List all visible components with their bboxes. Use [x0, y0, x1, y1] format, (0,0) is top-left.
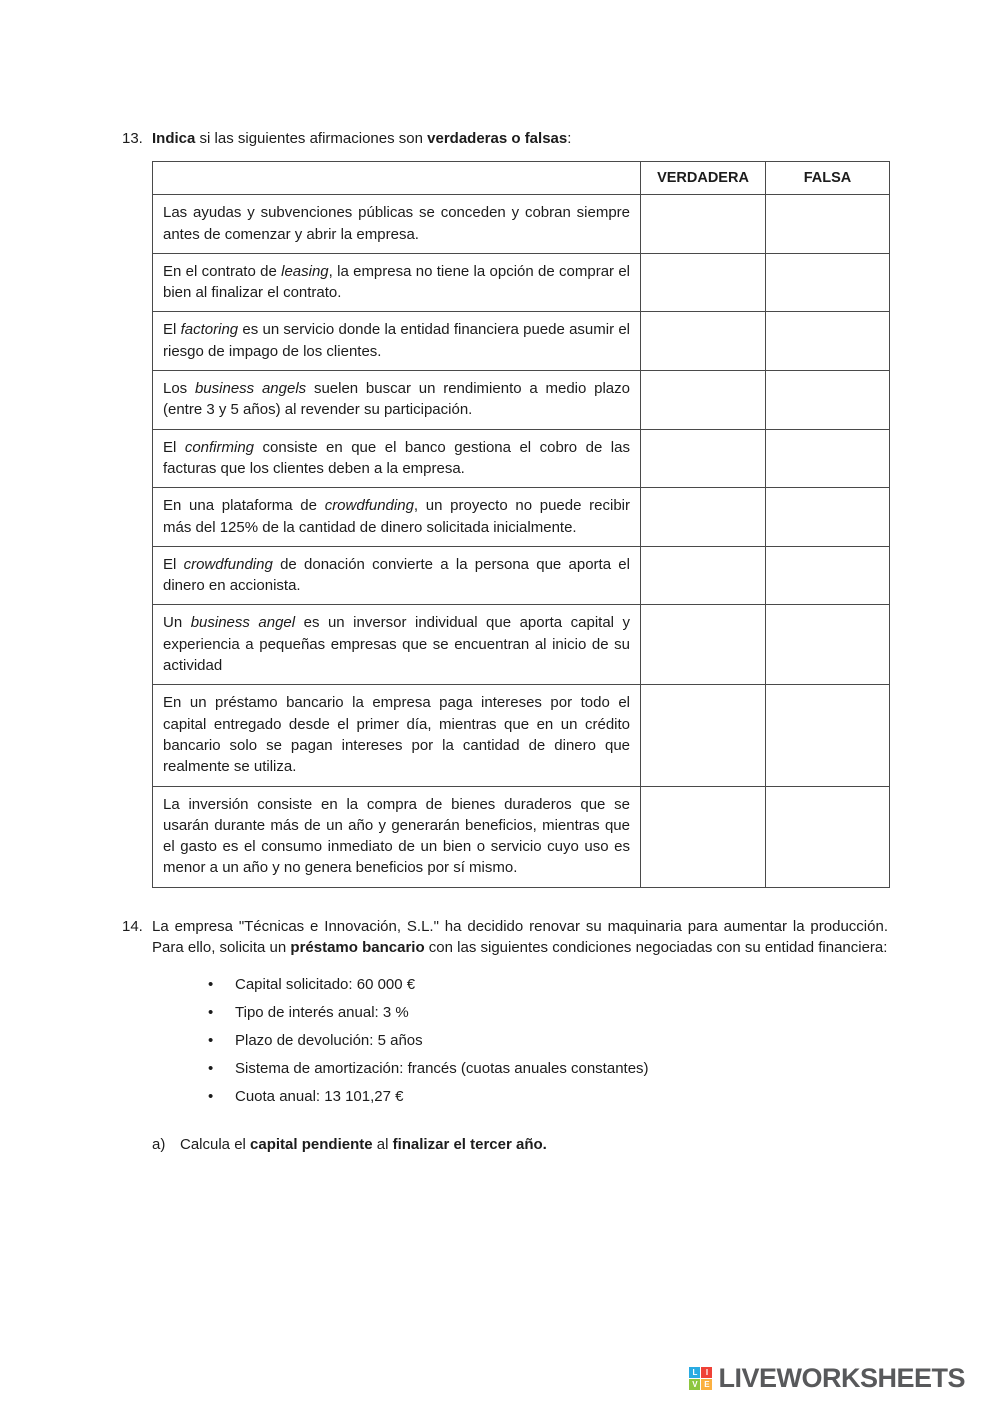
table-row: [153, 371, 890, 430]
question-14a: [152, 1134, 888, 1155]
bullet-icon: •: [208, 1031, 214, 1049]
bullet-icon: •: [208, 1003, 214, 1021]
bullet-icon: •: [208, 1087, 214, 1105]
loan-conditions-list: [208, 974, 888, 1107]
table-header-row: [153, 162, 890, 195]
answer-cell-falsa[interactable]: [766, 429, 890, 488]
question-14-number: 14.: [122, 917, 143, 935]
logo-square: E: [701, 1379, 712, 1390]
statements-body: [153, 195, 890, 887]
table-row: [153, 429, 890, 488]
answer-cell-verdadera[interactable]: [641, 786, 766, 887]
answer-cell-verdadera[interactable]: [641, 195, 766, 254]
statement-cell: Un business angel es un inversor individual que aporta capital y experiencia a pequeñas empresas que se encuentran al inicio de su actividad: [153, 605, 641, 685]
answer-cell-falsa[interactable]: [766, 685, 890, 786]
liveworksheets-wordmark: LIVEWORKSHEETS: [718, 1363, 965, 1393]
statement-cell: En una plataforma de crowdfunding, un proyecto no puede recibir más del 125% de la cantidad de dinero solicitada inicialmente.: [153, 488, 641, 547]
table-row: [153, 312, 890, 371]
footer: [689, 1365, 965, 1392]
true-false-table: [152, 161, 890, 888]
statement-cell: Los business angels suelen buscar un rendimiento a medio plazo (entre 3 y 5 años) al revender su participación.: [153, 371, 641, 430]
table-row: [153, 685, 890, 786]
statement-cell: El factoring es un servicio donde la entidad financiera puede asumir el riesgo de impago de los clientes.: [153, 312, 641, 371]
list-item: [208, 974, 888, 995]
answer-cell-verdadera[interactable]: [641, 253, 766, 312]
answer-cell-falsa[interactable]: [766, 605, 890, 685]
bullet-text: Tipo de interés anual: 3 %: [235, 1003, 409, 1021]
list-item: [208, 1002, 888, 1023]
logo-square: V: [689, 1379, 700, 1390]
list-item: [208, 1086, 888, 1107]
question-14-text: La empresa "Técnicas e Innovación, S.L." ha decidido renovar su maquinaria para aumentar la producción. Para ello, solicita un préstamo bancario con las siguientes condiciones negociadas con su entidad financiera:: [152, 917, 888, 956]
question-13-number: 13.: [122, 130, 143, 147]
bullet-icon: •: [208, 975, 214, 993]
question-13: [122, 128, 888, 149]
answer-cell-verdadera[interactable]: [641, 429, 766, 488]
answer-cell-verdadera[interactable]: [641, 546, 766, 605]
header-statement: [153, 162, 641, 195]
table-row: [153, 253, 890, 312]
logo-square: I: [701, 1367, 712, 1378]
bullet-text: Cuota anual: 13 101,27 €: [235, 1087, 404, 1105]
question-14: [122, 916, 888, 958]
question-13-text: Indica si las siguientes afirmaciones son verdaderas o falsas:: [152, 130, 572, 147]
answer-cell-verdadera[interactable]: [641, 488, 766, 547]
bullet-icon: •: [208, 1059, 214, 1077]
table-row: [153, 786, 890, 887]
statement-cell: En un préstamo bancario la empresa paga intereses por todo el capital entregado desde el primer día, mientras que en un crédito bancario solo se pagan intereses por la cantidad de dinero que realmente se utiliza.: [153, 685, 641, 786]
header-verdadera: VERDADERA: [641, 162, 766, 195]
answer-cell-verdadera[interactable]: [641, 371, 766, 430]
statement-cell: En el contrato de leasing, la empresa no tiene la opción de comprar el bien al finalizar el contrato.: [153, 253, 641, 312]
header-falsa: FALSA: [766, 162, 890, 195]
answer-cell-verdadera[interactable]: [641, 605, 766, 685]
part-a-text: Calcula el capital pendiente al finalizar el tercer año.: [180, 1135, 547, 1153]
answer-cell-falsa[interactable]: [766, 371, 890, 430]
logo-square: L: [689, 1367, 700, 1378]
list-item: [208, 1030, 888, 1051]
bullet-text: Sistema de amortización: francés (cuotas anuales constantes): [235, 1059, 649, 1077]
statement-cell: Las ayudas y subvenciones públicas se conceden y cobran siempre antes de comenzar y abrir la empresa.: [153, 195, 641, 254]
answer-cell-verdadera[interactable]: [641, 312, 766, 371]
answer-cell-falsa[interactable]: [766, 312, 890, 371]
bullet-text: Capital solicitado: 60 000 €: [235, 975, 416, 993]
liveworksheets-icon: [689, 1367, 712, 1390]
answer-cell-falsa[interactable]: [766, 488, 890, 547]
answer-cell-verdadera[interactable]: [641, 685, 766, 786]
answer-cell-falsa[interactable]: [766, 546, 890, 605]
statement-cell: El confirming consiste en que el banco gestiona el cobro de las facturas que los clientes deben a la empresa.: [153, 429, 641, 488]
part-a-label: a): [152, 1135, 166, 1153]
table-row: [153, 195, 890, 254]
answer-cell-falsa[interactable]: [766, 786, 890, 887]
table-row: [153, 546, 890, 605]
table-row: [153, 605, 890, 685]
statement-cell: El crowdfunding de donación convierte a la persona que aporta el dinero en accionista.: [153, 546, 641, 605]
statement-cell: La inversión consiste en la compra de bienes duraderos que se usarán durante más de un año y generarán beneficios, mientras que el gasto es el consumo inmediato de un bien o servicio cuyo uso es menor a un año y no genera beneficios por sí mismo.: [153, 786, 641, 887]
answer-cell-falsa[interactable]: [766, 195, 890, 254]
table-row: [153, 488, 890, 547]
list-item: [208, 1058, 888, 1079]
bullet-text: Plazo de devolución: 5 años: [235, 1031, 423, 1049]
answer-cell-falsa[interactable]: [766, 253, 890, 312]
